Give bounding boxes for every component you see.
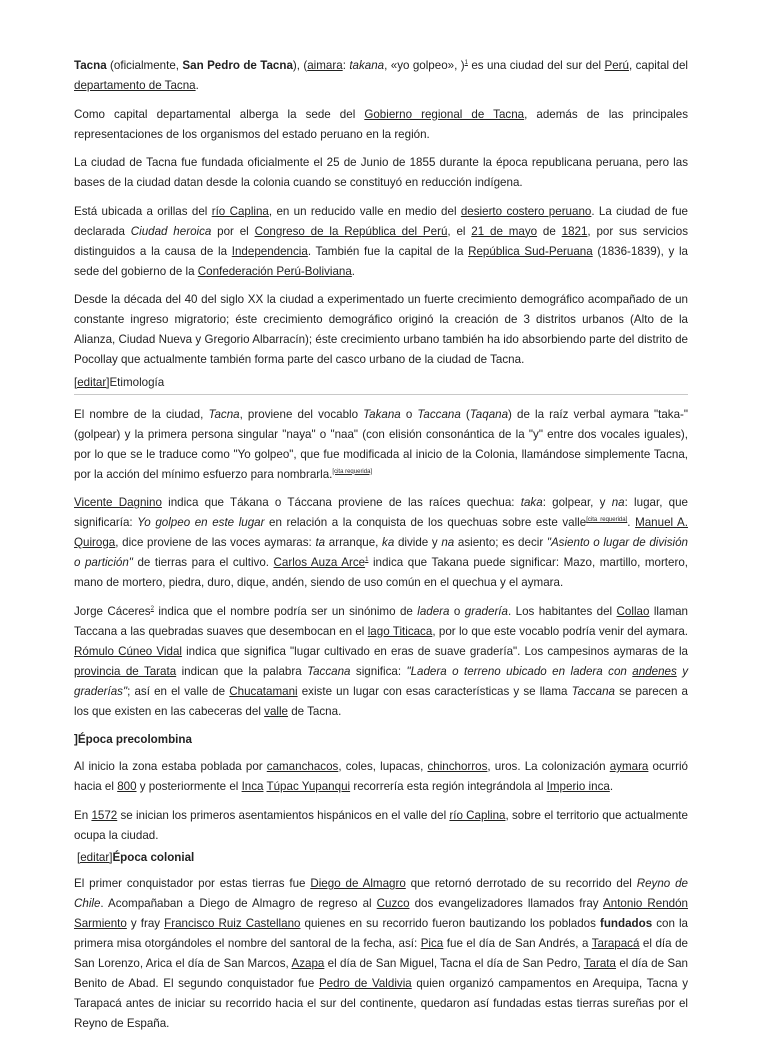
link-desierto-costero[interactable]: desierto costero peruano [460, 204, 592, 218]
text: el día de San Benito de Abad. El segundo conquistador fue [74, 957, 688, 990]
text: existe un lugar con esas características y se llama [297, 684, 572, 698]
term-takana: takana [349, 59, 385, 72]
text: de tierras para el cultivo. [132, 556, 274, 569]
text: Como capital departamental alberga la sede del [74, 107, 365, 121]
section-title: Época colonial [112, 851, 195, 864]
text: se parecen a los que existen en las cabeceras del [74, 684, 688, 718]
paragraph-nombre [74, 405, 688, 485]
text: y fray [126, 917, 165, 930]
paragraph-dagnino [74, 493, 688, 593]
link-andenes[interactable] [632, 665, 676, 678]
text: asiento; es decir [454, 536, 547, 549]
text: En [74, 808, 92, 822]
link-pica[interactable]: Pica [420, 937, 444, 950]
text: ; así en el valle de [127, 684, 230, 698]
term: gradería [464, 604, 508, 618]
text: indica que Tákana o Táccana proviene de las raíces quechua: [161, 496, 521, 509]
text: recorrería esta región integrándola al [350, 780, 547, 793]
term: Yo golpeo en este lugar [137, 516, 265, 529]
text: . [609, 780, 614, 793]
text: indica que Takana puede significar: Mazo, martillo, mortero, mano de mortero, piedra, duro, dique, andén, siendo de uso común en el quechua y el aymara. [74, 556, 688, 589]
text: con la primera misa otorgándoles el nombre del santoral de la fecha, así: [74, 917, 688, 950]
term: Taccana [307, 664, 351, 678]
text: y posteriormente el [136, 780, 242, 793]
text: quien organizó campamentos en Arequipa, Tacna y Tarapacá antes de iniciar su recorrido hacia el sur del continente, quedaron así fundadas estas tierras sureñas por el Reyno de España. [74, 977, 688, 1030]
term: ladera [417, 604, 450, 618]
text: ocurrió hacia el [74, 760, 688, 793]
text: . La ciudad de fue declarada [74, 204, 688, 238]
paragraph-fundacion [74, 153, 688, 193]
link-vicente-dagnino[interactable]: Vicente Dagnino [74, 496, 162, 509]
text: se inician los primeros asentamientos hispánicos en el valle del [117, 808, 450, 822]
text: dos evangelizadores llamados fray [409, 897, 604, 910]
section-title: Época precolombina [77, 733, 192, 746]
term: y graderías" [74, 664, 689, 698]
link-republica-sud-peruana[interactable]: República Sud-Peruana [468, 244, 593, 258]
link-tarapaca[interactable]: Tarapacá [591, 937, 640, 950]
section-heading-colonial [77, 848, 688, 868]
text: Desde la década del 40 del siglo XX la ciudad a experimentado un fuerte crecimiento demográfico acompañado de un constante ingreso migratorio; éste crecimiento demográfico originó la creación de 3 distritos urbanos (Alto de la Alianza, Ciudad Nueva y Gregorio Albarracín); éste crecimiento urbano también ha ido absorbiendo parte del distrito de Pocollay que actualmente también forma parte del casco urbano de la ciudad de Tacna. [74, 293, 688, 366]
link-chinchorros[interactable]: chinchorros [427, 760, 488, 773]
paragraph-1572 [74, 806, 688, 846]
text: divide y [394, 536, 442, 549]
text: fue el día de San Andrés, a [443, 937, 592, 950]
text: arranque, [325, 536, 383, 549]
link-diego-de-almagro[interactable]: Diego de Almagro [310, 877, 406, 890]
term-tacna: Tacna [74, 59, 107, 72]
text: Al inicio la zona estaba poblada por [74, 760, 267, 773]
text: , además de las principales representaciones de los organismos del estado peruano en la región. [74, 107, 688, 141]
term: Tacna [208, 407, 240, 421]
text: ) de la raíz verbal aymara "taka-" (golpear) y la primera persona singular "naya" o "naa" (con elisión consonántica de la "y" entre dos vocales iguales), por lo que se le traduce como "Yo golpeo", que fue modificada al inicio de la Colonia, llamándose simplemente Tacna, por la acción del mínimo esfuerzo para nombrarla. [74, 407, 688, 481]
text: el día de San Miguel, Tacna el día de San Pedro, [324, 957, 584, 970]
text: . [627, 516, 636, 529]
text: La ciudad de Tacna fue fundada oficialmente el 25 de Junio de 1855 durante la época republicana peruana, pero las bases de la ciudad datan desde la colonia cuando se constituyó en reducción indígena. [74, 156, 688, 189]
text: , capital del [629, 59, 688, 72]
paragraph-ubicacion [74, 202, 688, 282]
term-ciudad-heroica: Ciudad heroica [130, 224, 212, 238]
text: por el [211, 224, 255, 238]
text: El primer conquistador por estas tierras fue [74, 877, 311, 890]
link-independencia[interactable]: Independencia [231, 244, 308, 258]
link-congreso[interactable]: Congreso de la República del Perú [254, 224, 448, 238]
text: , coles, lupacas, [338, 760, 428, 773]
text: indica que el nombre podría ser un sinónimo de [153, 604, 418, 618]
link-aymara[interactable]: aymara [609, 760, 649, 773]
term: Taccana [571, 684, 615, 698]
link-pedro-de-valdivia[interactable]: Pedro de Valdivia [318, 977, 412, 990]
bracket: ] [74, 733, 78, 746]
term: "Asiento o lugar de división o partición" [74, 536, 688, 569]
text: (oficialmente, [106, 59, 183, 72]
link-peru[interactable]: Perú [604, 59, 629, 72]
term: Takana [363, 407, 401, 421]
text: de Tacna. [288, 704, 342, 718]
link-21-de-mayo[interactable]: 21 de mayo [471, 224, 538, 238]
intro-paragraph [74, 56, 688, 96]
link-inca[interactable]: Inca [241, 780, 264, 793]
link-800[interactable]: 800 [117, 780, 137, 793]
article-body [74, 56, 688, 1043]
link-camanchacos[interactable]: camanchacos [266, 760, 339, 773]
section-heading-etimologia [74, 373, 688, 395]
paragraph-conquistadores [74, 874, 688, 1034]
text: indican que la palabra [176, 664, 308, 678]
text: Está ubicada a orillas del [74, 204, 212, 218]
term: Taccana [417, 407, 461, 421]
link-carlos-auza-arce[interactable]: Carlos Auza Arce [273, 556, 366, 569]
link-francisco-ruiz-castellano[interactable]: Francisco Ruiz Castellano [164, 917, 301, 930]
text: . [351, 264, 356, 278]
text: ( [460, 407, 470, 421]
term: taka [520, 496, 543, 509]
link-collao[interactable]: Collao [616, 604, 650, 618]
citation-needed[interactable]: [cita requerida] [586, 517, 628, 524]
text: : golpear, y [542, 496, 612, 509]
link-departamento-tacna[interactable]: departamento de Tacna [74, 79, 196, 92]
footnote-ref[interactable]: 2 [150, 605, 154, 612]
term-official-name: San Pedro de Tacna [182, 59, 293, 72]
text: que retornó derrotado de su recorrido del [405, 877, 637, 890]
term: na [611, 496, 625, 509]
text: ), ( [292, 59, 308, 72]
link-imperio-inca[interactable]: Imperio inca [546, 780, 610, 793]
text: el día de San Lorenzo, Arica el día de San Marcos, [74, 937, 688, 970]
text: (1836-1839), y la sede del gobierno de la [74, 244, 688, 278]
link-tupac-yupanqui[interactable]: Túpac Yupanqui [266, 780, 351, 793]
paragraph-poblacion [74, 757, 688, 797]
link-valle[interactable]: valle [264, 704, 288, 718]
text: en relación a la conquista de los quechuas sobre este valle [264, 516, 587, 529]
term: Taqana [469, 407, 509, 421]
link-chucatamani[interactable]: Chucatamani [229, 684, 298, 698]
text: El nombre de la ciudad, [74, 407, 209, 421]
text: indica que significa "lugar cultivado en eras de suave gradería". Los campesinos aymaras de la [181, 644, 688, 658]
text: significa: [350, 664, 407, 678]
text: de [537, 224, 562, 238]
text: . También fue la capital de la [307, 244, 469, 258]
text: . Acompañaban a Diego de Almagro de regreso al [100, 897, 377, 910]
link-tarata[interactable]: Tarata [583, 957, 616, 970]
link-azapa[interactable]: Azapa [291, 957, 325, 970]
edit-link[interactable]: [editar] [77, 851, 113, 864]
link-rio-caplina[interactable]: río Caplina [211, 204, 269, 218]
paragraph-caceres [74, 602, 688, 722]
edit-link[interactable]: [editar] [74, 375, 110, 389]
text: , proviene del vocablo [239, 407, 364, 421]
paragraph-capital [74, 105, 688, 145]
text: , por sus servicios distinguidos a la causa de la [74, 224, 688, 258]
link-lago-titicaca[interactable]: lago Titicaca [367, 624, 433, 638]
link-manuel-quiroga[interactable]: Manuel A. Quiroga [74, 516, 688, 549]
text: . [195, 79, 199, 92]
link-provincia-tarata[interactable]: provincia de Tarata [74, 664, 177, 678]
text: : lugar, que significaría: [74, 496, 688, 529]
link-confederacion[interactable]: Confederación Perú-Boliviana [197, 264, 352, 278]
paragraph-crecimiento [74, 290, 688, 370]
text: llaman Taccana a las quebradas suaves que desembocan en el [74, 604, 688, 638]
text: : [342, 59, 350, 72]
text: , en un reducido valle en medio del [268, 204, 461, 218]
text: , «yo golpeo», ) [384, 59, 465, 72]
link-rio-caplina[interactable]: río Caplina [449, 808, 506, 822]
footnote-ref[interactable]: 1 [365, 557, 369, 564]
link-gobierno-regional[interactable]: Gobierno regional de Tacna [364, 107, 525, 121]
term-fundados: fundados [599, 917, 653, 930]
text: quienes en su recorrido fueron bautizando los poblados [300, 917, 600, 930]
link-1821[interactable]: 1821 [561, 224, 588, 238]
section-heading-precolombina [74, 730, 688, 750]
text: es una ciudad del sur del [467, 59, 605, 72]
text: , por lo que este vocablo podría venir del aymara. [432, 624, 688, 638]
link-cuzco[interactable]: Cuzco [376, 897, 410, 910]
text: . Los habitantes del [507, 604, 617, 618]
text: , uros. La colonización [487, 760, 610, 773]
link-1572[interactable]: 1572 [91, 808, 118, 822]
text: o [449, 604, 465, 618]
section-title: Etimología [109, 375, 165, 389]
link-aimara[interactable]: aimara [307, 59, 343, 72]
term: andenes [632, 664, 677, 678]
text: , sobre el territorio que actualmente ocupa la ciudad. [74, 808, 688, 842]
text: o [400, 407, 418, 421]
text: Jorge Cáceres [74, 604, 151, 618]
link-romulo-cuneo-vidal[interactable]: Rómulo Cúneo Vidal [74, 644, 182, 658]
citation-needed[interactable]: [cita requerida] [332, 468, 373, 475]
term: "Ladera o terreno ubicado en ladera con [406, 664, 633, 678]
link-antonio-rendon-sarmiento[interactable]: Antonio Rendón Sarmiento [74, 897, 689, 930]
text: , dice proviene de las voces aymaras: [115, 536, 316, 549]
text: , el [447, 224, 472, 238]
term: na [441, 536, 455, 549]
footnote-ref[interactable]: 1 [464, 60, 468, 67]
term: Reyno de Chile [74, 877, 688, 910]
term: ta [315, 536, 326, 549]
term: ka [382, 536, 395, 549]
